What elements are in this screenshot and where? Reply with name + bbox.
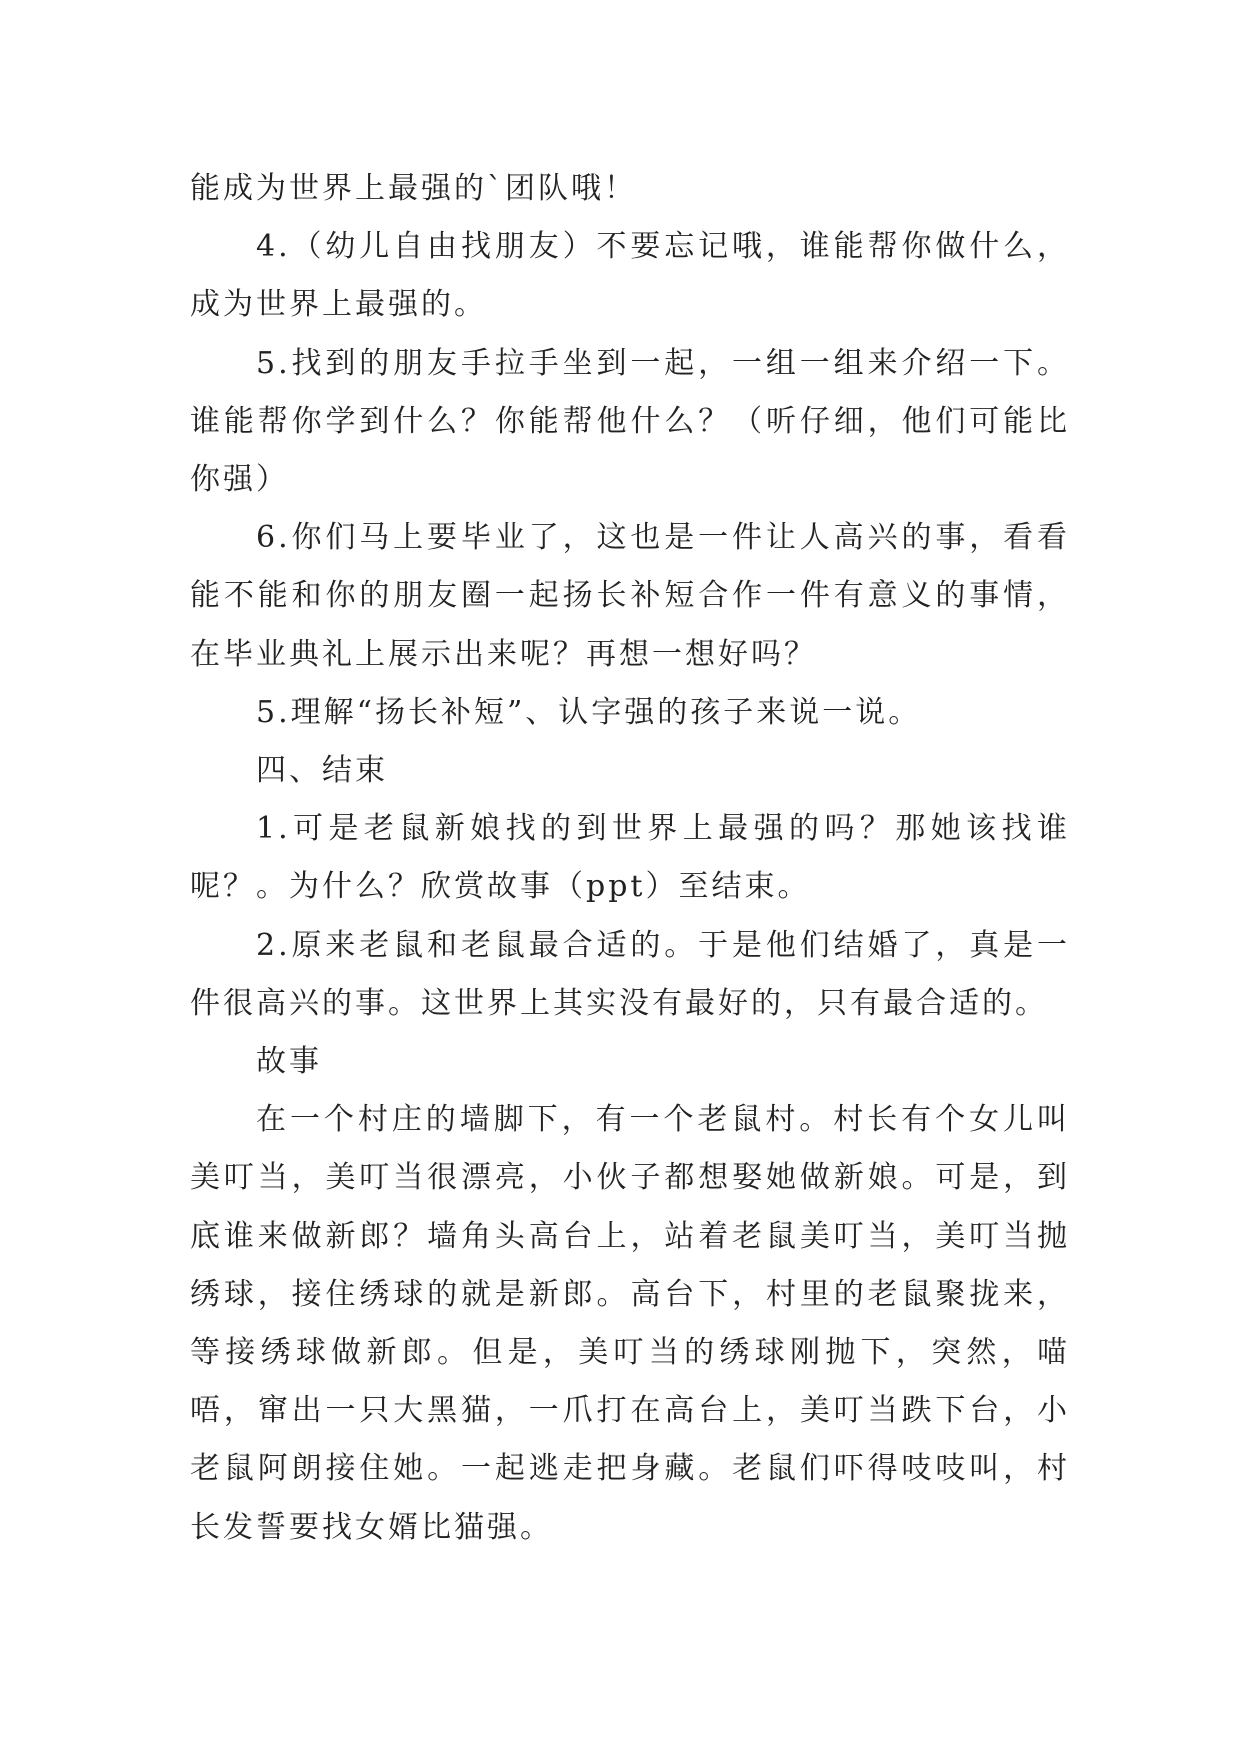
section-heading-end: 四、结束 xyxy=(256,753,388,789)
paragraph-2: 4.（幼儿自由找朋友）不要忘记哦，谁能帮你做什么，成为世界上最强的。 xyxy=(190,229,1070,323)
paragraph-3: 5.找到的朋友手拉手坐到一起，一组一组来介绍一下。谁能帮你学到什么？你能帮他什么？（听仔细，他们可能比你强） xyxy=(190,345,1070,498)
paragraph-5: 5.理解“扬长补短”、认字强的孩子来说一说。 xyxy=(256,694,922,730)
paragraph-4: 6.你们马上要毕业了，这也是一件让人高兴的事，看看能不能和你的朋友圈一起扬长补短合作一件有意义的事情，在毕业典礼上展示出来呢？再想一想好吗？ xyxy=(190,520,1070,672)
section-heading-story: 故事 xyxy=(256,1044,322,1080)
paragraph-1: 能成为世界上最强的`团队哦！ xyxy=(190,171,637,206)
paragraph-7: 1.可是老鼠新娘找的到世界上最强的吗？那她该找谁呢？。为什么？欣赏故事（ppt）至结束。 xyxy=(190,811,1070,905)
paragraph-8: 2.原来老鼠和老鼠最合适的。于是他们结婚了，真是一件很高兴的事。这世界上其实没有最好的，只有最合适的。 xyxy=(190,927,1070,1021)
story-paragraph: 在一个村庄的墙脚下，有一个老鼠村。村长有个女儿叫美叮当，美叮当很漂亮，小伙子都想娶她做新娘。可是，到底谁来做新郎？墙角头高台上，站着老鼠美叮当，美叮当抛绣球，接住绣球的就是新郎。高台下，村里的老鼠聚拢来，等接绣球做新郎。但是，美叮当的绣球刚抛下，突然，喵唔，窜出一只大黑猫，一爪打在高台上，美叮当跌下台，小老鼠阿朗接住她。一起逃走把身藏。老鼠们吓得吱吱叫，村长发誓要找女婿比猫强。 xyxy=(190,1102,1070,1545)
document-body xyxy=(190,160,1070,1557)
